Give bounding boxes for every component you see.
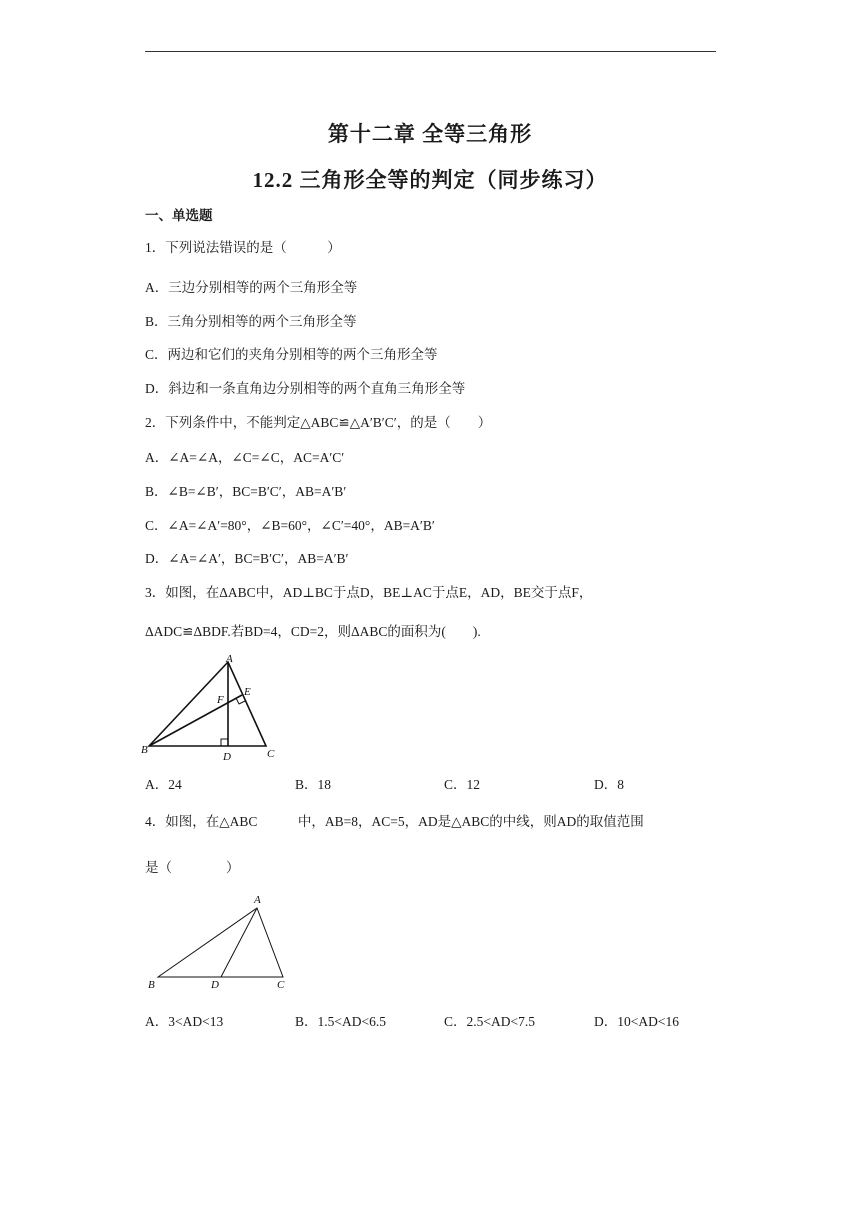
q4-label-a: A: [254, 894, 261, 906]
q1-option-a: A．三边分别相等的两个三角形全等: [145, 280, 358, 295]
q2-option-c: C．∠A=∠A′=80°，∠B=60°，∠C′=40°，AB=A′B′: [145, 518, 435, 533]
q2-stem: 2．下列条件中，不能判定△ABC≌△A′B′C′，的是（ ）: [145, 415, 492, 430]
q3-label-a: A: [226, 653, 233, 665]
q3-label-f: F: [217, 694, 224, 706]
q4-stem-line2: 是（ ）: [145, 860, 240, 875]
q4-option-d: D．10<AD<16: [594, 1014, 679, 1029]
q4-option-a: A．3<AD<13: [145, 1014, 224, 1029]
q3-option-a: A．24: [145, 777, 182, 792]
q3-stem-line2: ΔADC≌ΔBDF.若BD=4，CD=2，则ΔABC的面积为( ).: [145, 624, 481, 639]
q2-option-b: B．∠B=∠B′，BC=B′C′，AB=A′B′: [145, 484, 347, 499]
q4-label-b: B: [148, 979, 155, 991]
section-title: 12.2 三角形全等的判定（同步练习）: [252, 168, 608, 192]
q2-option-a: A．∠A=∠A，∠C=∠C，AC=A′C′: [145, 450, 345, 465]
q4-option-c: C．2.5<AD<7.5: [444, 1014, 535, 1029]
q4-stem-line1: 4．如图，在△ABC 中，AB=8，AC=5，AD是△ABC的中线，则AD的取值范围: [145, 814, 644, 829]
q4-label-d: D: [211, 979, 219, 991]
q4-triangle-figure: [140, 888, 300, 1000]
header-rule: [145, 51, 716, 52]
q3-label-d: D: [223, 751, 231, 763]
q2-option-d: D．∠A=∠A′，BC=B′C′，AB=A′B′: [145, 551, 349, 566]
q1-option-b: B．三角分别相等的两个三角形全等: [145, 314, 357, 329]
chapter-title: 第十二章 全等三角形: [327, 122, 533, 146]
q1-option-d: D．斜边和一条直角边分别相等的两个直角三角形全等: [145, 381, 466, 396]
q3-label-e: E: [244, 686, 251, 698]
q3-option-b: B．18: [295, 777, 332, 792]
q4-option-b: B．1.5<AD<6.5: [295, 1014, 386, 1029]
q3-option-c: C．12: [444, 777, 481, 792]
q3-triangle-figure: [140, 650, 290, 765]
q3-label-b: B: [141, 744, 148, 756]
q1-stem: 1．下列说法错误的是（ ）: [145, 240, 341, 255]
section-heading: 一、单选题: [145, 208, 213, 223]
q4-label-c: C: [277, 979, 285, 991]
q3-stem-line1: 3．如图，在ΔABC中，AD⊥BC于点D，BE⊥AC于点E，AD，BE交于点F，: [145, 585, 593, 600]
q3-label-c: C: [267, 748, 275, 760]
q1-option-c: C．两边和它们的夹角分别相等的两个三角形全等: [145, 347, 438, 362]
q3-option-d: D．8: [594, 777, 624, 792]
